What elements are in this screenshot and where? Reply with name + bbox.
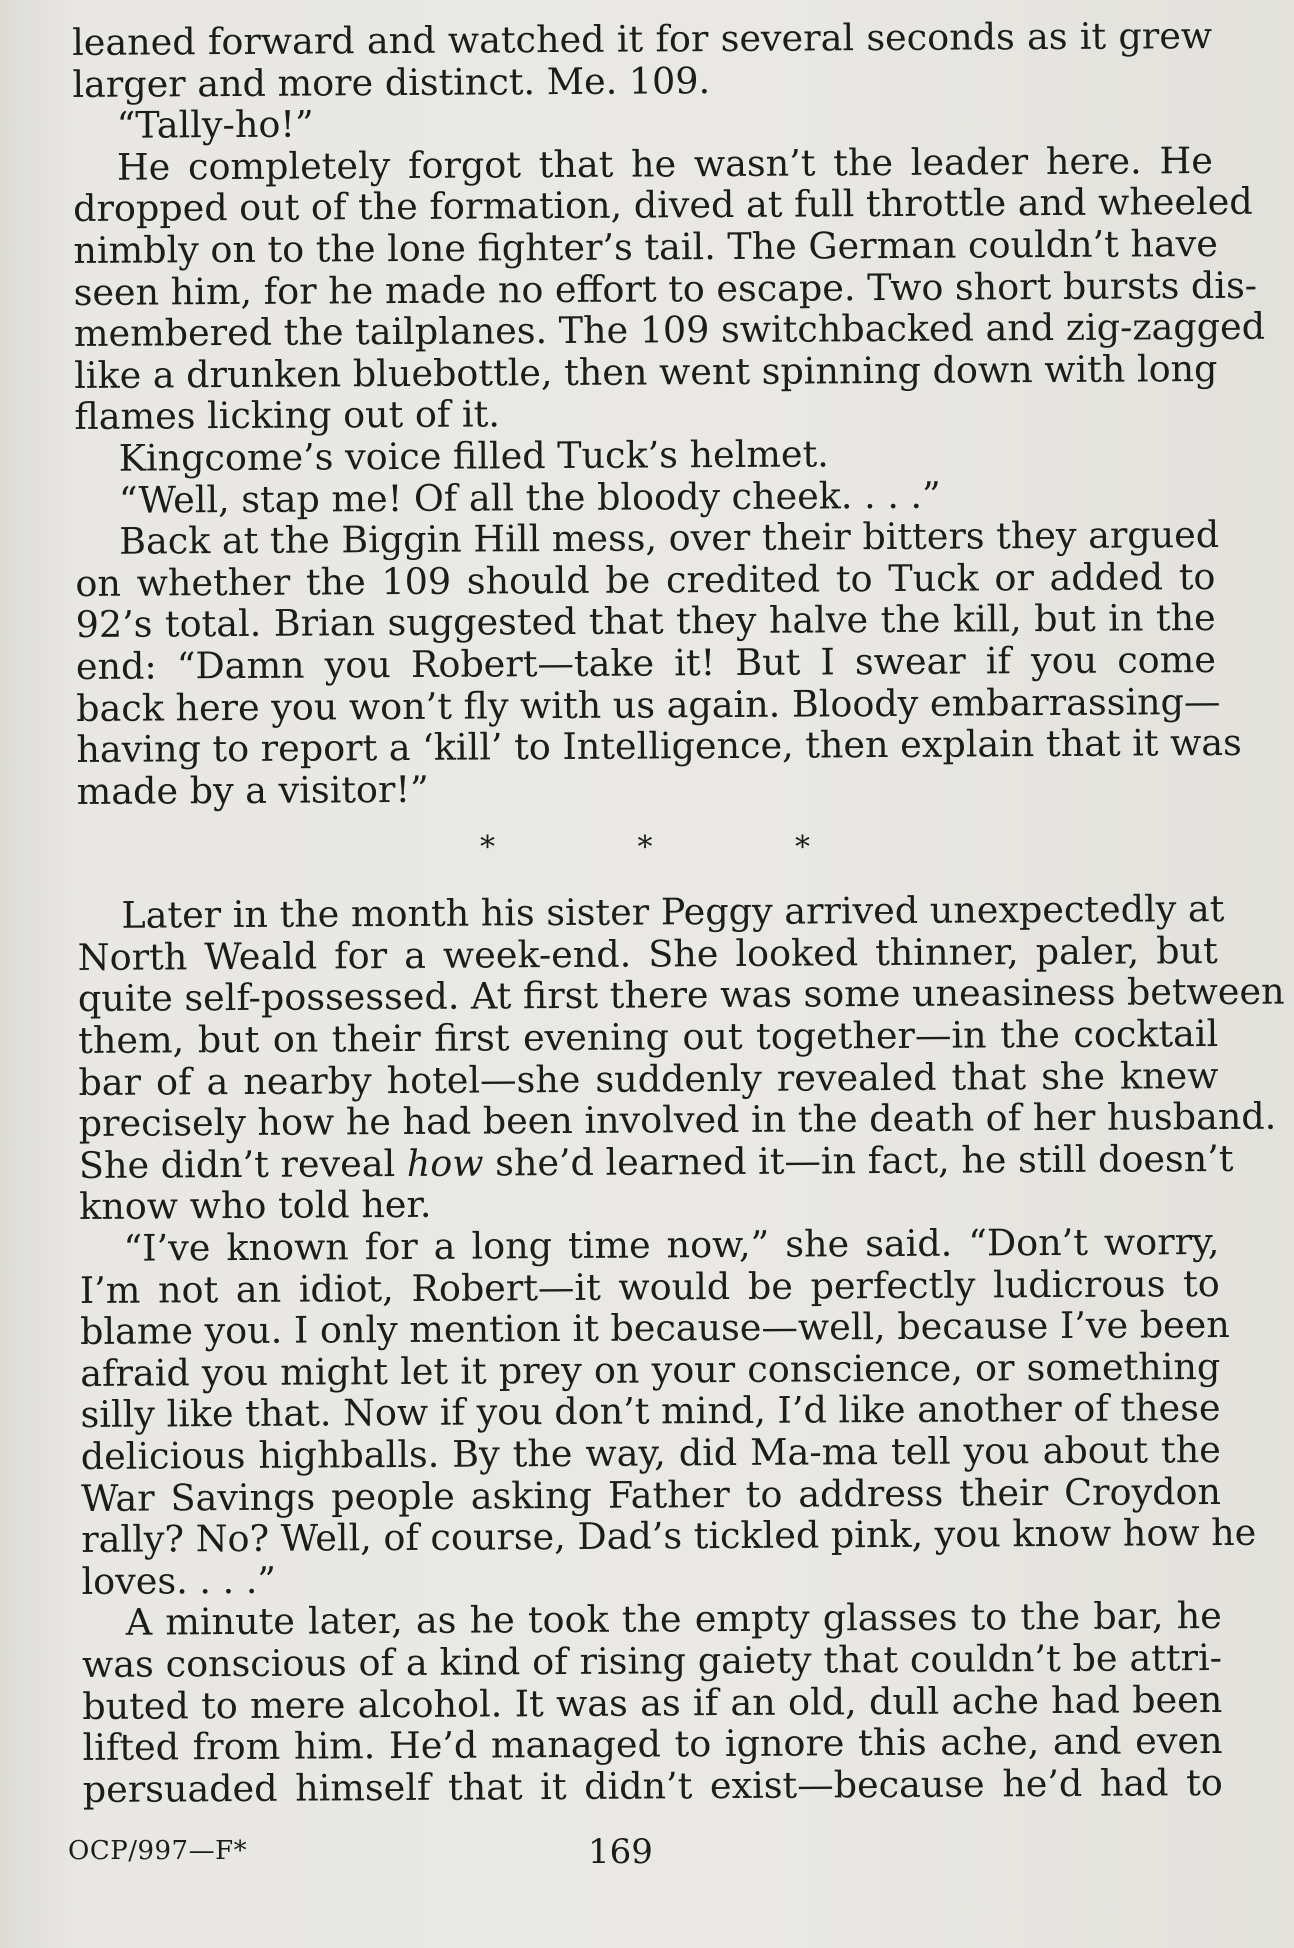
text-line-italic: She didn’t reveal how she’d learned it—in fact, he still doesn’t (78, 1136, 1234, 1187)
text-line: “Tally-ho!” (116, 102, 314, 147)
text-line: seen him, for he made no effort to escape. Two short bursts dis- (73, 263, 1258, 314)
separator-star: * (637, 830, 653, 865)
text-line: persuaded himself that it didn’t exist—because he’d had to (82, 1760, 1223, 1811)
text-line: leaned forward and watched it for several seconds as it grew (71, 14, 1213, 64)
text-line: “I’ve known for a long time now,” she said. “Don’t worry, (123, 1220, 1220, 1270)
text-line: buted to mere alcohol. It was as if an old, dull ache had been (82, 1677, 1223, 1728)
text-line: North Weald for a week-end. She looked thinner, paler, but (77, 928, 1218, 979)
text-line: rally? No? Well, of course, Dad’s tickled pink, you know how he (81, 1510, 1257, 1562)
text-line: back here you won’t fly with us again. Bloody embarrassing— (76, 679, 1221, 730)
text-line: dropped out of the formation, dived at full throttle and wheeled (73, 180, 1253, 231)
text-line: bar of a nearby hotel—she suddenly revealed that she knew (78, 1053, 1219, 1104)
text-line: loves. . . .” (81, 1558, 277, 1603)
text-line: know who told her. (79, 1183, 432, 1229)
text-line: He completely forgot that he wasn’t the leader here. He (116, 138, 1213, 189)
text-line: I’m not an idiot, Robert—it would be perfectly ludicrous to (79, 1261, 1220, 1312)
text-line: lifted from him. He’d managed to ignore this ache, and even (82, 1719, 1223, 1770)
italic-word: how (406, 1141, 484, 1185)
text-line: precisely how he had been involved in the death of her husband. (78, 1094, 1277, 1146)
text-line: quite self-possessed. At first there was some uneasiness between (77, 970, 1285, 1021)
text-line: having to report a ‘kill’ to Intelligence, then explain that it was (76, 720, 1242, 772)
text-line: was conscious of a kind of rising gaiety that couldn’t be attri- (81, 1635, 1223, 1686)
text-line: Later in the month his sister Peggy arrived unexpectedly at (121, 887, 1225, 937)
text-line: nimbly on to the lone fighter’s tail. The German couldn’t have (73, 221, 1219, 272)
text-line: “Well, stap me! Of all the bloody cheek. . . .” (118, 473, 941, 522)
separator-star: * (480, 830, 495, 865)
text-line: end: “Damn you Robert—take it! But I swear if you come (75, 637, 1217, 688)
text-line: 92’s total. Brian suggested that they halve the kill, but in the (75, 596, 1216, 647)
text-line: War Savings people asking Father to address their Croydon (80, 1469, 1222, 1520)
text-line: flames licking out of it. (74, 392, 501, 439)
text-line: membered the tailplanes. The 109 switchbacked and zig-zagged (73, 304, 1266, 356)
text-line: on whether the 109 should be credited to Tuck or added to (75, 554, 1216, 605)
text-line: them, but on their first evening out together—in the cocktail (78, 1012, 1219, 1063)
separator-star: * (795, 830, 810, 865)
text-line: like a drunken bluebottle, then went spinning down with long (74, 346, 1218, 397)
text-line: larger and more distinct. Me. 109. (72, 58, 711, 106)
section-separator (480, 830, 810, 865)
page-number: 169 (588, 1832, 653, 1872)
text-line: silly like that. Now if you don’t mind, I’d like another of these (80, 1386, 1221, 1437)
text-line: made by a visitor!” (76, 767, 429, 813)
text-line: delicious highballs. By the way, did Ma-ma tell you about the (80, 1428, 1221, 1478)
text-line: A minute later, as he took the empty glasses to the bar, he (125, 1594, 1222, 1645)
text-line: Kingcome’s voice filled Tuck’s helmet. (118, 432, 829, 480)
text-line: Back at the Biggin Hill mess, over their bitters they argued (119, 513, 1220, 563)
body-text (71, 14, 1285, 1811)
printer-signature: OCP/997—F* (68, 1836, 248, 1866)
text-line: afraid you might let it prey on your conscience, or something (80, 1344, 1221, 1395)
text-line: blame you. I only mention it because—well, because I’ve been (79, 1303, 1230, 1354)
